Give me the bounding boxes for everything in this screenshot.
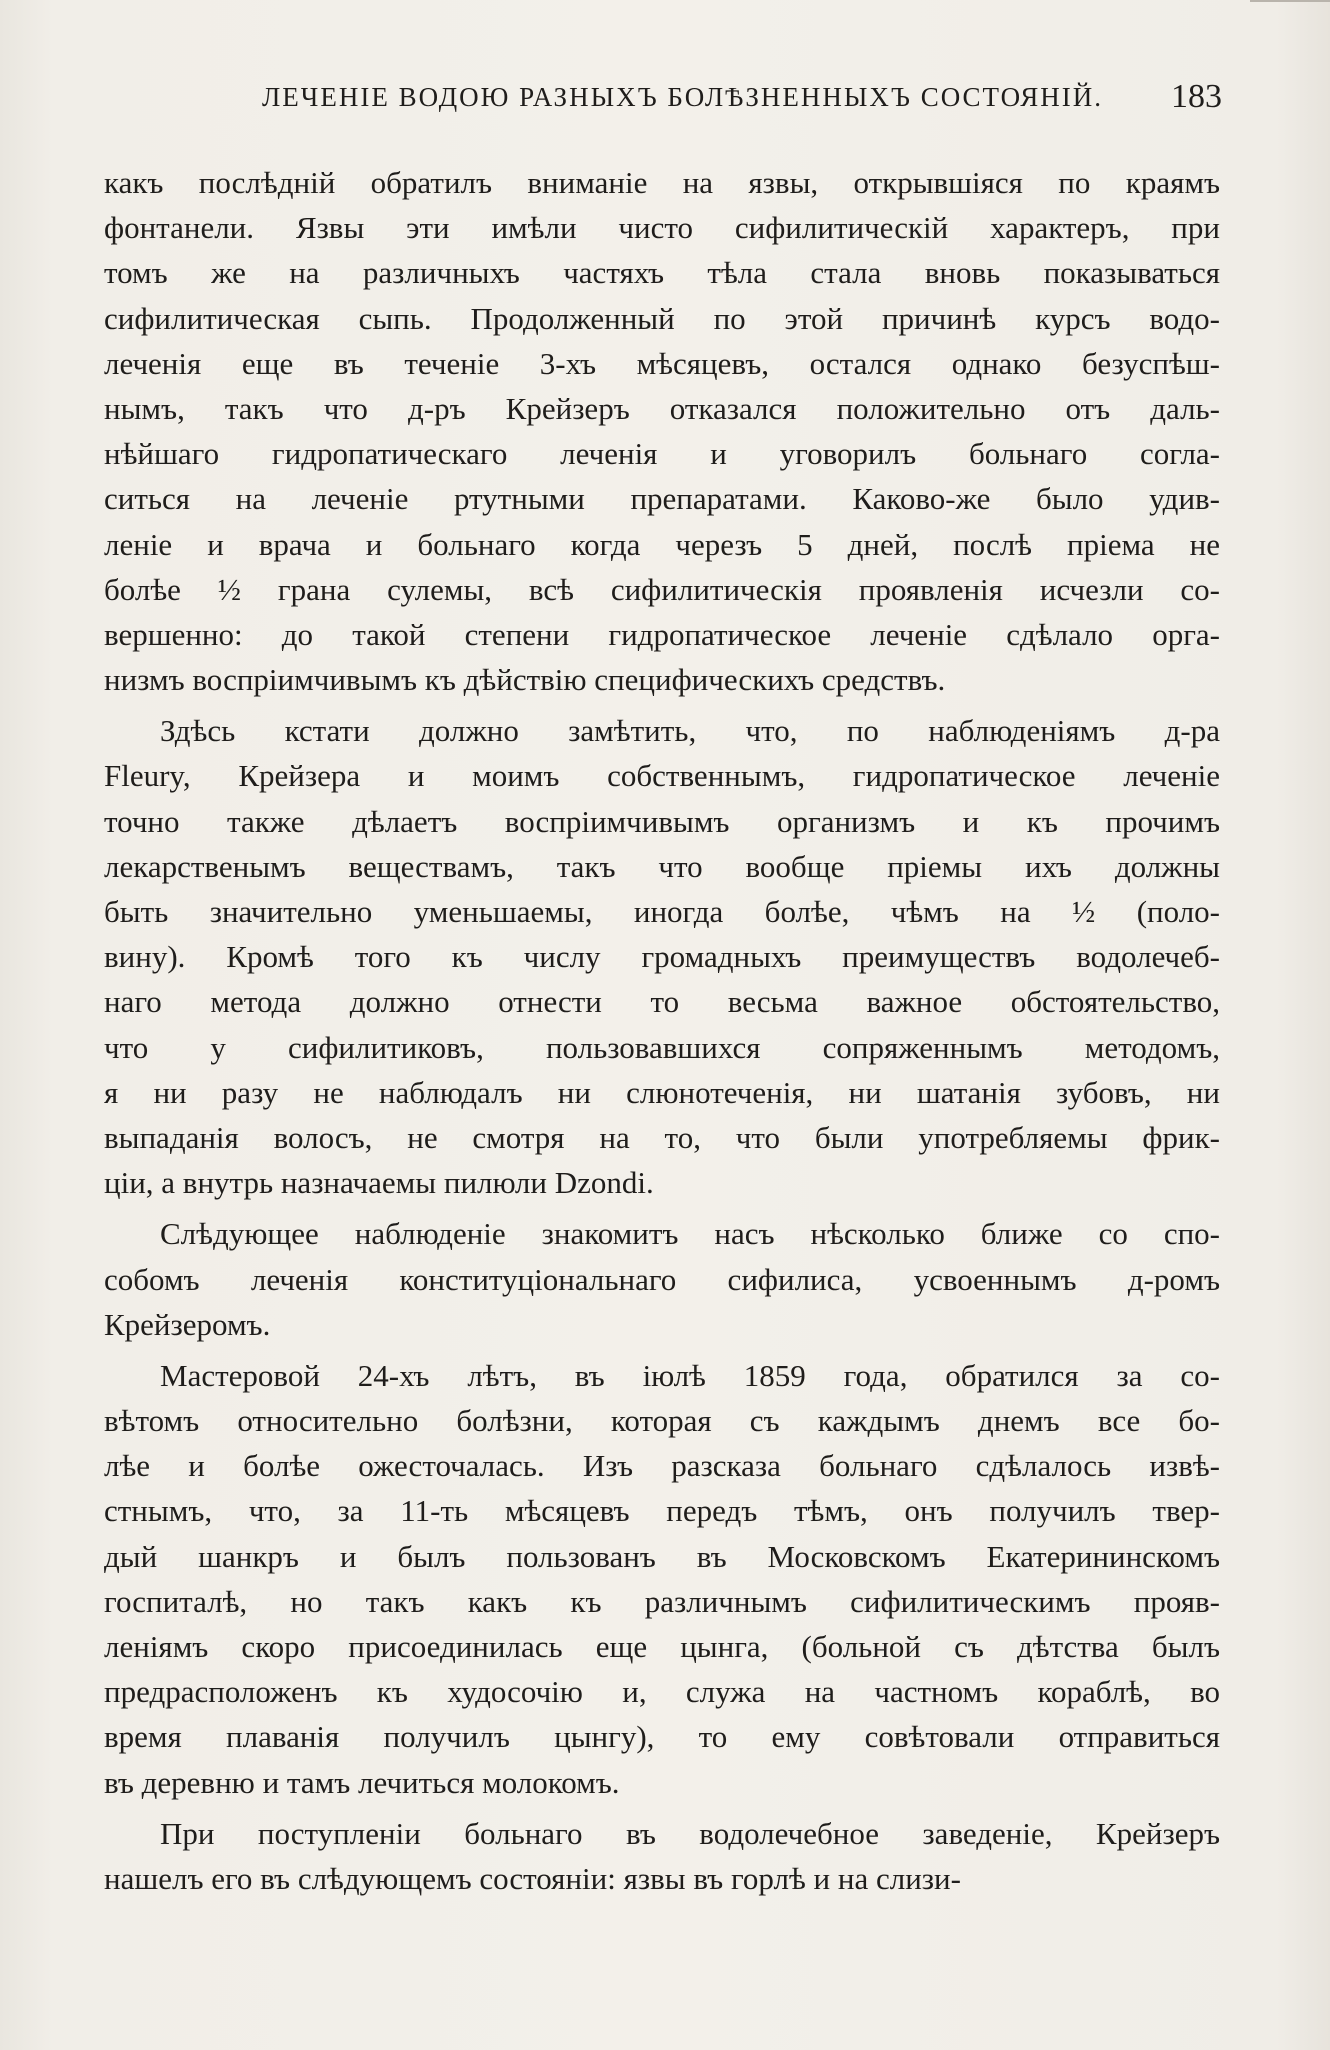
text-line: лѣе и болѣе ожесточалась. Изъ разсказа больнаго сдѣлалось извѣ- bbox=[104, 1448, 1220, 1484]
text-line: быть значительно уменьшаемы, иногда болѣе, чѣмъ на ½ (поло- bbox=[104, 894, 1220, 929]
text-line: леніямъ скоро присоединилась еще цынга, (больной съ дѣтства былъ bbox=[104, 1629, 1220, 1664]
text-line: лекарственымъ веществамъ, такъ что вообще пріемы ихъ должны bbox=[104, 848, 1220, 884]
page-edge-line bbox=[1250, 0, 1330, 2]
text-line: леченія еще въ теченіе 3-хъ мѣсяцевъ, остался однако безуспѣш- bbox=[104, 345, 1220, 381]
text-line: При поступленіи больнаго въ водолечебное заведеніе, Крейзеръ bbox=[160, 1815, 1220, 1851]
text-line: Мастеровой 24-хъ лѣтъ, въ іюлѣ 1859 года, обратился за со- bbox=[160, 1357, 1220, 1393]
paragraph bbox=[104, 708, 1220, 1205]
text-line: госпиталѣ, но такъ какъ къ различнымъ сифилитическимъ прояв- bbox=[104, 1583, 1220, 1619]
text-line: Крейзеромъ. bbox=[104, 1306, 271, 1342]
text-line: вѣтомъ относительно болѣзни, которая съ каждымъ днемъ все бо- bbox=[104, 1403, 1220, 1439]
text-line: Слѣдующее наблюденіе знакомитъ насъ нѣсколько ближе со спо- bbox=[160, 1216, 1220, 1252]
paragraph bbox=[104, 1211, 1220, 1347]
paragraph bbox=[104, 1811, 1220, 1901]
text-line: болѣе ½ грана сулемы, всѣ сифилитическія проявленія исчезли со- bbox=[104, 571, 1220, 607]
text-line: вершенно: до такой степени гидропатическое леченіе сдѣлало орга- bbox=[104, 616, 1220, 652]
text-line: ціи, а внутрь назначаемы пилюли Dzondi. bbox=[104, 1165, 654, 1201]
text-line: я ни разу не наблюдалъ ни слюнотеченія, ни шатанія зубовъ, ни bbox=[104, 1074, 1220, 1110]
text-line: время плаванія получилъ цынгу), то ему совѣтовали отправиться bbox=[104, 1719, 1220, 1755]
text-line: томъ же на различныхъ частяхъ тѣла стала вновь показываться bbox=[104, 255, 1220, 291]
text-line: леніе и врача и больнаго когда черезъ 5 дней, послѣ пріема не bbox=[104, 526, 1220, 562]
text-line: нашелъ его въ слѣдующемъ состояніи: язвы въ горлѣ и на слизи- bbox=[104, 1860, 961, 1896]
text-line: сифилитическая сыпь. Продолженный по этой причинѣ курсъ водо- bbox=[104, 300, 1220, 336]
body-text bbox=[104, 160, 1220, 1907]
paragraph bbox=[104, 1353, 1220, 1805]
text-line: въ деревню и тамъ лечиться молокомъ. bbox=[104, 1764, 620, 1800]
text-line: нѣйшаго гидропатическаго леченія и уговорилъ больнаго согла- bbox=[104, 436, 1220, 472]
text-line: фонтанели. Язвы эти имѣли чисто сифилитическій характеръ, при bbox=[104, 210, 1220, 246]
paragraph bbox=[104, 160, 1220, 702]
text-line: ситься на леченіе ртутными препаратами. Каково-же было удив- bbox=[104, 481, 1220, 517]
text-line: собомъ леченія конституціональнаго сифилиса, усвоеннымъ д-ромъ bbox=[104, 1261, 1220, 1297]
text-line: точно также дѣлаетъ воспріимчивымъ организмъ и къ прочимъ bbox=[104, 803, 1220, 839]
text-line: низмъ воспріимчивымъ къ дѣйствію специфическихъ средствъ. bbox=[104, 662, 946, 698]
text-line: нымъ, такъ что д-ръ Крейзеръ отказался положительно отъ даль- bbox=[104, 390, 1220, 426]
text-line: какъ послѣдній обратилъ вниманіе на язвы, открывшіяся по краямъ bbox=[104, 165, 1220, 200]
text-line: Fleury, Крейзера и моимъ собственнымъ, гидропатическое леченіе bbox=[104, 758, 1220, 794]
text-line: Здѣсь кстати должно замѣтить, что, по наблюденіямъ д-ра bbox=[160, 713, 1220, 749]
page-number: 183 bbox=[1171, 78, 1222, 115]
text-line: вину). Кромѣ того къ числу громадныхъ преимуществъ водолечеб- bbox=[104, 939, 1220, 975]
text-line: стнымъ, что, за 11-ть мѣсяцевъ передъ тѣмъ, онъ получилъ твер- bbox=[104, 1493, 1220, 1529]
text-line: что у сифилитиковъ, пользовавшихся сопряженнымъ методомъ, bbox=[104, 1029, 1220, 1065]
text-line: предрасположенъ къ худосочію и, служа на частномъ кораблѣ, во bbox=[104, 1674, 1220, 1710]
text-line: наго метода должно отнести то весьма важное обстоятельство, bbox=[104, 984, 1220, 1020]
running-head-title: ЛЕЧЕНІЕ ВОДОЮ РАЗНЫХЪ БОЛѢЗНЕННЫХЪ СОСТОЯНІЙ. bbox=[262, 82, 1103, 112]
text-line: выпаданія волосъ, не смотря на то, что были употребляемы фрик- bbox=[104, 1119, 1220, 1155]
text-line: дый шанкръ и былъ пользованъ въ Московскомъ Екатерининскомъ bbox=[104, 1538, 1220, 1574]
running-head bbox=[262, 78, 1222, 122]
